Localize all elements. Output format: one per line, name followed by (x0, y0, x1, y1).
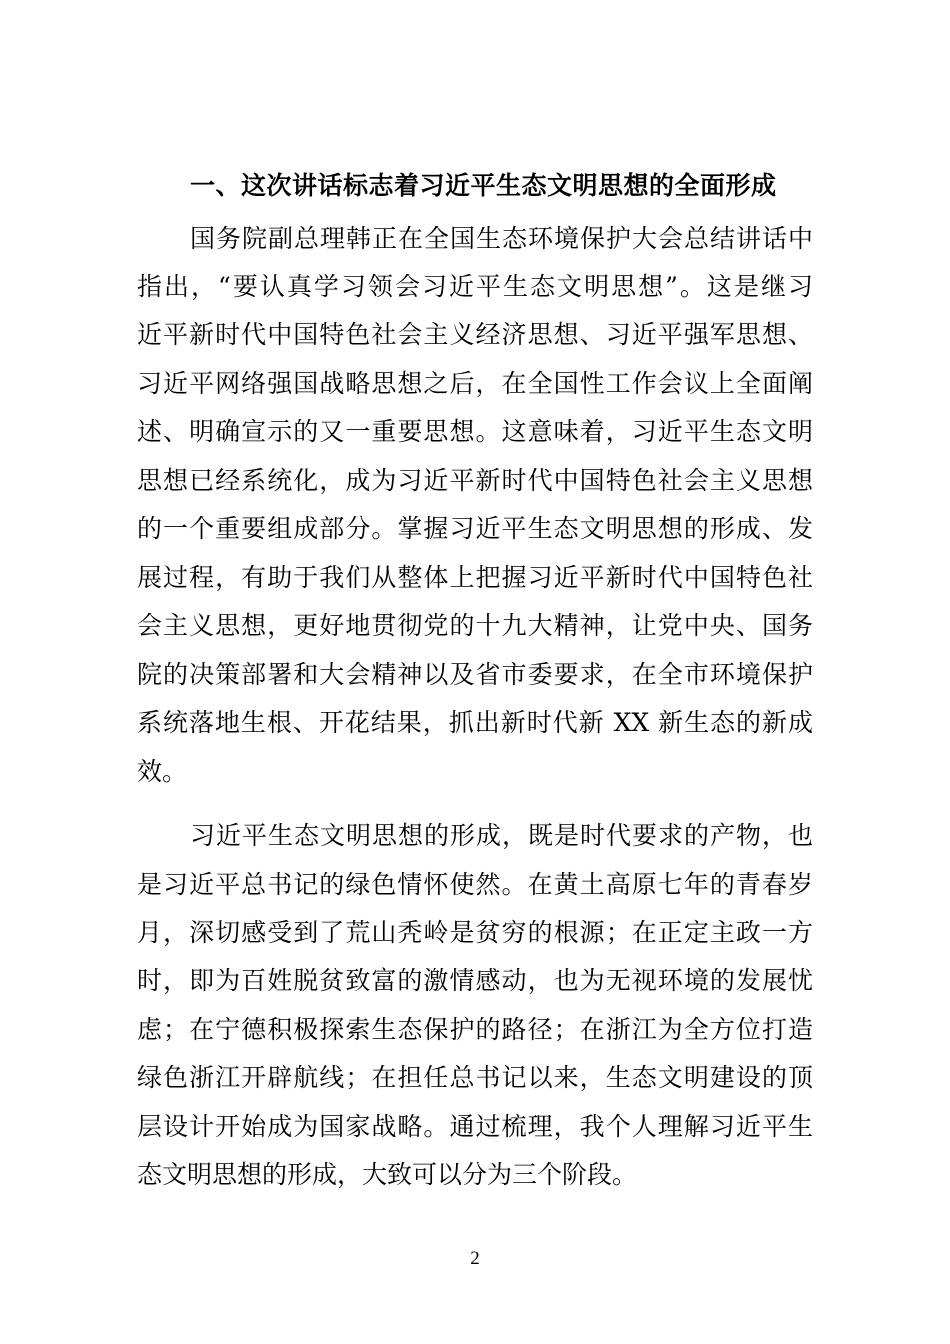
section-heading: 一、这次讲话标志着习近平生态文明思想的全面形成 (190, 171, 777, 200)
paragraph-line: 态文明思想的形成，大致可以分为三个阶段。 (137, 1160, 638, 1189)
paragraph-line: 思想已经系统化，成为习近平新时代中国特色社会主义思想 (137, 466, 813, 495)
paragraph-line: 国务院副总理韩正在全国生态环境保护大会总结讲话中 (190, 224, 813, 253)
paragraph-line: 时，即为百姓脱贫致富的激情感动，也为无视环境的发展忧 (137, 966, 813, 995)
paragraph-line: 的一个重要组成部分。掌握习近平生态文明思想的形成、发 (137, 514, 813, 543)
paragraph-line: 习近平生态文明思想的形成，既是时代要求的产物，也 (190, 821, 813, 850)
paragraph-line: 指出，“要认真学习领会习近平生态文明思想”。这是继习 (137, 272, 813, 301)
paragraph-line: 展过程，有助于我们从整体上把握习近平新时代中国特色社 (137, 563, 813, 592)
paragraph-line: 院的决策部署和大会精神以及省市委要求，在全市环境保护 (137, 660, 813, 689)
page-number: 2 (470, 1248, 480, 1269)
paragraph-line: 会主义思想，更好地贯彻党的十九大精神，让党中央、国务 (137, 611, 813, 640)
paragraph-line: 绿色浙江开辟航线；在担任总书记以来，生态文明建设的顶 (137, 1063, 813, 1092)
paragraph-line: 系统落地生根、开花结果，抓出新时代新 XX 新生态的新成 (137, 708, 813, 737)
paragraph-line: 虑；在宁德积极探索生态保护的路径；在浙江为全方位打造 (137, 1015, 813, 1044)
paragraph-line: 述、明确宣示的又一重要思想。这意味着，习近平生态文明 (137, 417, 813, 446)
paragraph-line: 是习近平总书记的绿色情怀使然。在黄土高原七年的青春岁 (137, 870, 813, 899)
paragraph-line: 效。 (137, 757, 188, 786)
paragraph-line: 月，深切感受到了荒山秃岭是贫穷的根源；在正定主政一方 (137, 918, 813, 947)
paragraph-line: 习近平网络强国战略思想之后，在全国性工作会议上全面阐 (137, 369, 813, 398)
paragraph-line: 层设计开始成为国家战略。通过梳理，我个人理解习近平生 (137, 1112, 813, 1141)
paragraph-line: 近平新时代中国特色社会主义经济思想、习近平强军思想、 (137, 320, 813, 349)
